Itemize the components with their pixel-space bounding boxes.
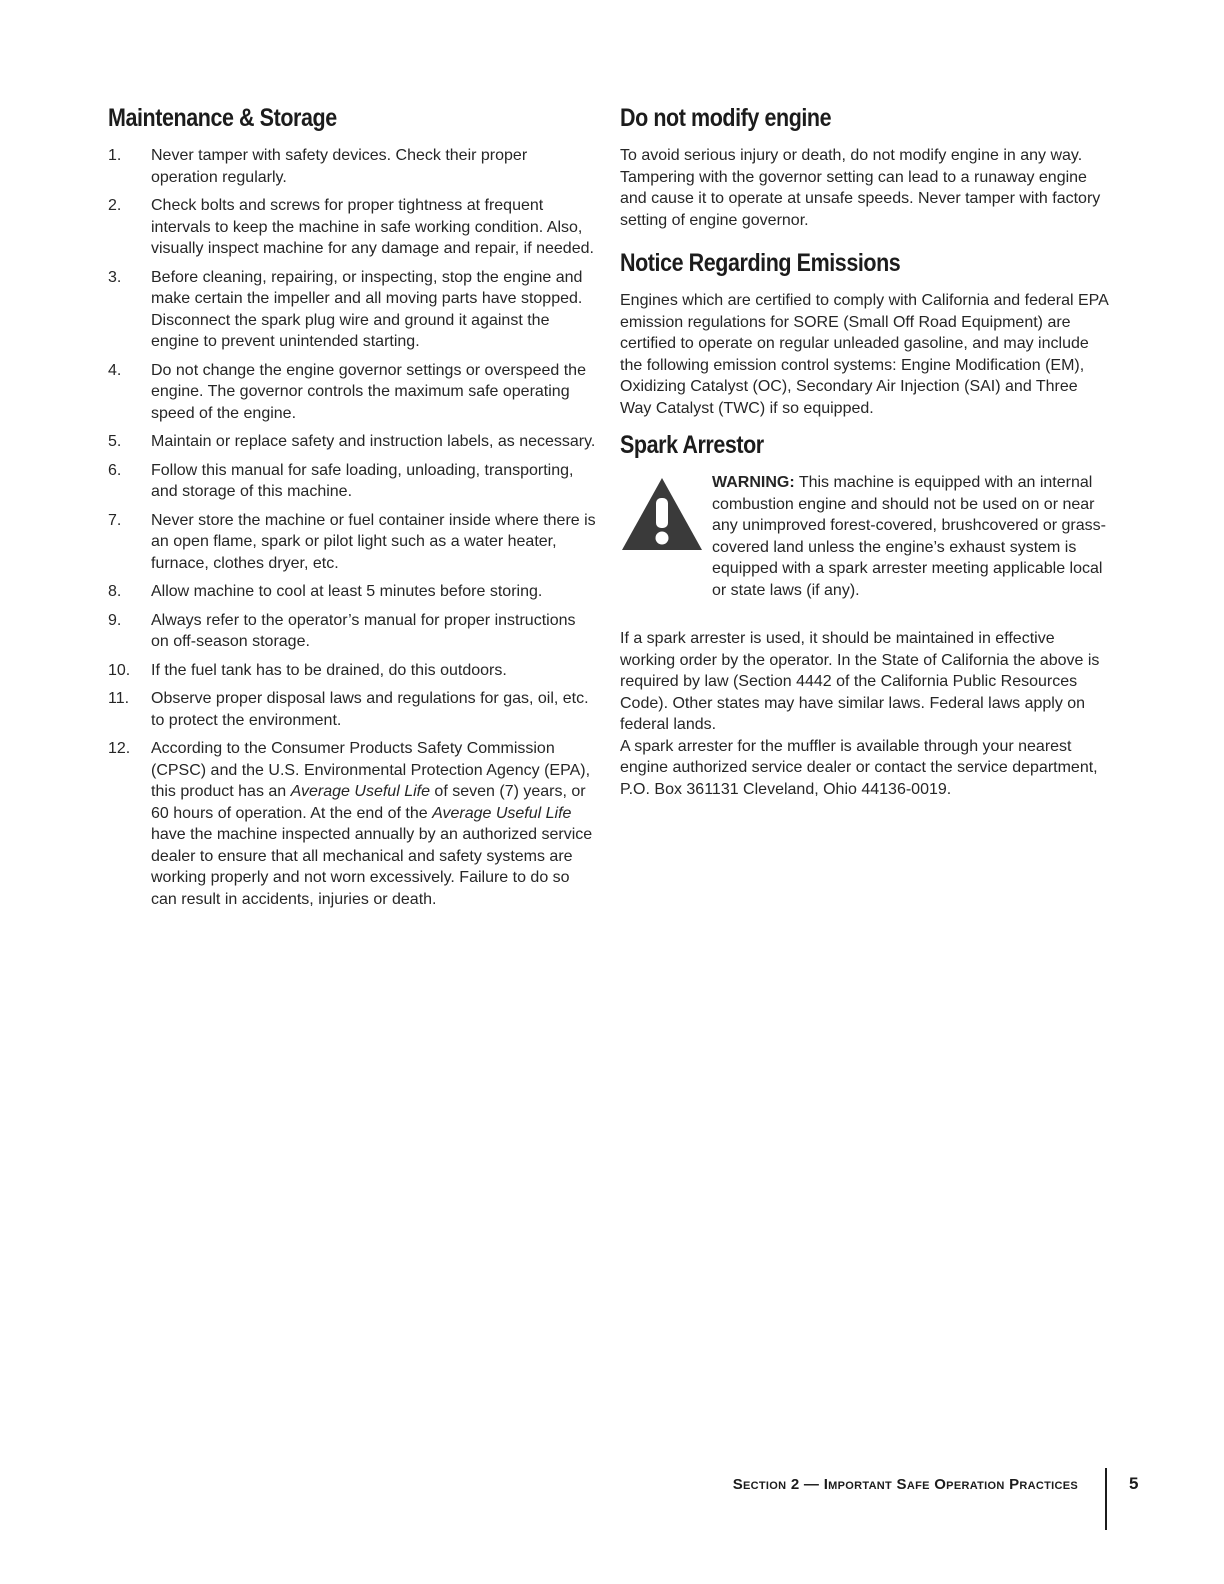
spark-paragraph-1: If a spark arrester is used, it should be maintained in effective working order by the operator. In the State of California the above is required by law (Section 4442 of the California Public Resources Code). Other states may have similar laws. Federal laws apply on federal lands. — [620, 630, 1100, 733]
list-item: 9. Always refer to the operator’s manual for proper instructions on off-season storage. — [108, 611, 576, 650]
spark-section — [620, 431, 1112, 800]
list-item: 1. Never tamper with safety devices. Check their proper operation regularly. — [108, 147, 528, 186]
maintenance-heading: Maintenance & Storage — [108, 104, 337, 132]
modify-section — [620, 104, 1112, 231]
footer-section-title: Section 2 — Important Safe Operation Practices — [732, 1476, 1078, 1493]
warning-label: WARNING: — [712, 474, 795, 491]
spark-heading: Spark Arrestor — [620, 431, 764, 459]
modify-heading: Do not modify engine — [620, 104, 832, 132]
warning-triangle-icon — [620, 476, 704, 552]
page-number: 5 — [1129, 1474, 1139, 1493]
left-column — [108, 104, 596, 917]
emissions-heading: Notice Regarding Emissions — [620, 249, 901, 277]
modify-text: To avoid serious injury or death, do not modify engine in any way. Tampering with the governor setting can lead to a runaway engine and cause it to operate at unsafe speeds. Never tamper with factory setting of engine governor. — [620, 147, 1101, 229]
list-item: 7. Never store the machine or fuel container inside where there is an open flame, spark or pilot light such as a water heater, furnace, clothes dryer, etc. — [108, 511, 596, 572]
spark-paragraph-2: A spark arrester for the muffler is available through your nearest engine authorized service dealer or contact the service department, P.O. Box 361131 Cleveland, Ohio 44136-0019. — [620, 737, 1098, 798]
emissions-section — [620, 249, 1112, 419]
list-item: 4. Do not change the engine governor settings or overspeed the engine. The governor controls the maximum safe operating speed of the engine. — [108, 361, 586, 422]
list-item: 11. Observe proper disposal laws and regulations for gas, oil, etc. to protect the environment. — [108, 690, 589, 729]
list-item: 2. Check bolts and screws for proper tightness at frequent intervals to keep the machine in safe working condition. Also, visually inspect machine for any damage and repair, if needed. — [108, 197, 594, 257]
footer-divider — [1105, 1468, 1107, 1530]
warning-text: WARNING: This machine is equipped with an internal combustion engine and should not be used on or near any unimproved forest-covered, brushcovered or grass-covered land unless the engine’s exhaust system is equipped with a spark arrester meeting applicable local or state laws (if any). — [712, 474, 1106, 599]
emissions-text: Engines which are certified to comply with California and federal EPA emission regulations for SORE (Small Off Road Equipment) are certified to operate on regular unleaded gasoline, and may include the following emission control systems: Engine Modification (EM), Oxidizing Catalyst (OC), Secondary Air Injection (SAI) and Three Way Catalyst (TWC) if so equipped. — [620, 292, 1108, 417]
list-item: 3. Before cleaning, repairing, or inspecting, stop the engine and make certain the impeller and all moving parts have stopped. Disconnect the spark plug wire and ground it against the engine to prevent unintended starting. — [108, 268, 583, 350]
right-column — [620, 104, 1112, 800]
list-item: 10. If the fuel tank has to be drained, do this outdoors. — [108, 661, 507, 679]
list-item: 6. Follow this manual for safe loading, unloading, transporting, and storage of this machine. — [108, 461, 574, 500]
maintenance-list — [108, 145, 596, 910]
list-item: 5. Maintain or replace safety and instruction labels, as necessary. — [108, 433, 596, 450]
list-item: 12. According to the Consumer Products Safety Commission (CPSC) and the U.S. Environmental Protection Agency (EPA), this product has an Average Useful Life of seven (7) years, or 60 hours of operation. At the end of the Average Useful Life have the machine inspected annually by an authorized service dealer to ensure that all mechanical and safety systems are working properly and not worn excessively. Failure to do so can result in accidents, injuries or death. — [108, 740, 593, 908]
warning-block — [620, 472, 1112, 622]
list-item: 8. Allow machine to cool at least 5 minutes before storing. — [108, 583, 543, 600]
